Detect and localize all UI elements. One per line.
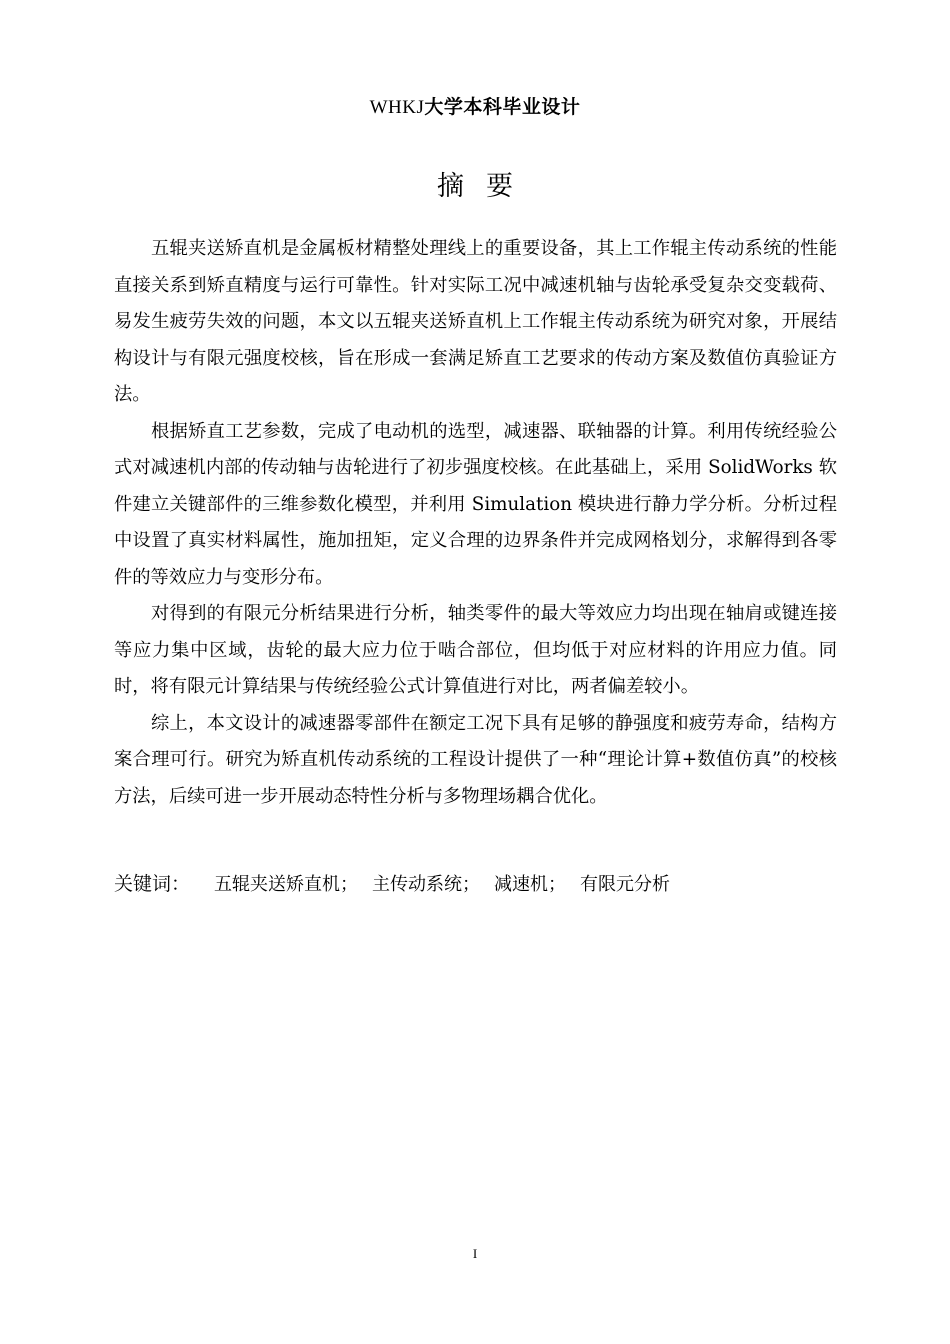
abstract-body [114,231,837,815]
abstract-paragraph-2: 根据矫直工艺参数，完成了电动机的选型，减速器、联轴器的计算。利用传统经验公式对减速机内部的传动轴与齿轮进行了初步强度校核。在此基础上，采用 SolidWorks 软件建立关键部件的三维参数化模型，并利用 Simulation 模块进行静力学分析。分析过程中设置了真实材料属性，施加扭矩，定义合理的边界条件并完成网格划分，求解得到各零件的等效应力与变形分布。 [114,420,837,588]
header-prefix: WHKJ [369,97,425,118]
keywords-label: 关键词： [114,873,191,895]
abstract-paragraph-1: 五辊夹送矫直机是金属板材精整处理线上的重要设备，其上工作辊主传动系统的性能直接关系到矫直精度与运行可靠性。针对实际工况中减速机轴与齿轮承受复杂交变载荷、易发生疲劳失效的问题，本文以五辊夹送矫直机上工作辊主传动系统为研究对象，开展结构设计与有限元强度校核，旨在形成一套满足矫直工艺要求的传动方案及数值仿真验证方法。 [114,238,837,405]
keyword-item: 有限元分析 [580,874,671,895]
keyword-item: 主传动系统 [372,874,463,895]
page-header [0,94,950,121]
abstract-paragraph-4: 综上，本文设计的减速器零部件在额定工况下具有足够的静强度和疲劳寿命，结构方案合理可行。研究为矫直机传动系统的工程设计提供了一种“理论计算+数值仿真”的校核方法，后续可进一步开展动态特性分析与多物理场耦合优化。 [114,712,837,807]
keyword-item: 减速机 [494,874,549,895]
page-number: I [472,1246,478,1261]
keyword-separator: ； [548,874,567,895]
keywords-line [114,869,837,900]
header-title: 大学本科毕业设计 [424,96,581,118]
keyword-separator: ； [340,874,359,895]
keyword-item: 五辊夹送矫直机 [214,874,341,895]
abstract-title: 摘要 [437,171,535,202]
keyword-separator: ； [462,874,481,895]
abstract-paragraph-3: 对得到的有限元分析结果进行分析，轴类零件的最大等效应力均出现在轴肩或键连接等应力集中区域，齿轮的最大应力位于啮合部位，但均低于对应材料的许用应力值。同时，将有限元计算结果与传统经验公式计算值进行对比，两者偏差较小。 [114,603,837,697]
